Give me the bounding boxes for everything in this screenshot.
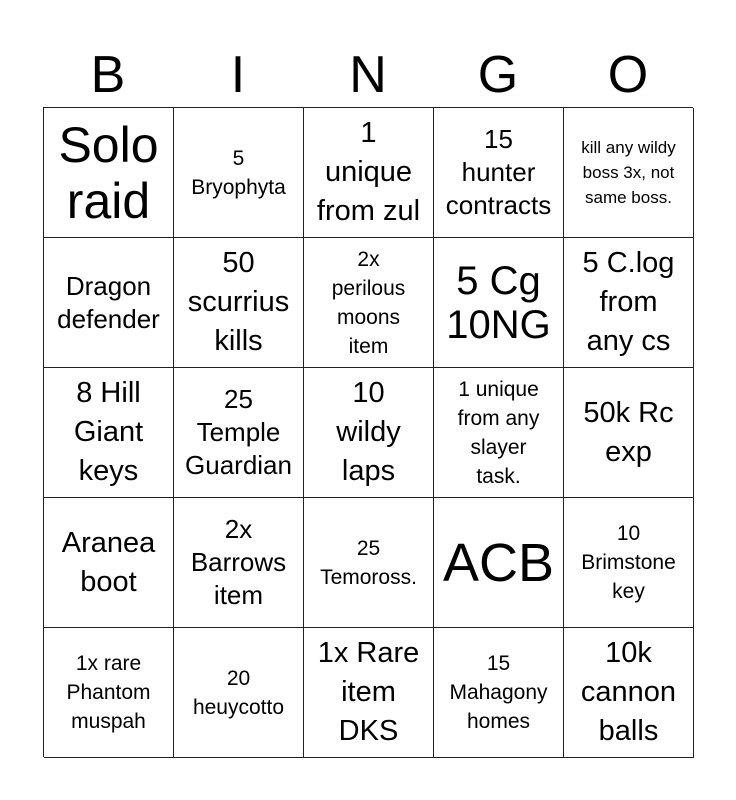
cell-text: 2x Barrows item xyxy=(190,514,287,610)
bingo-cell[interactable] xyxy=(564,238,694,368)
cell-text: 5 C.log from any cs xyxy=(582,247,675,357)
bingo-cell[interactable] xyxy=(44,238,174,368)
bingo-cell[interactable] xyxy=(304,108,434,238)
cell-text: 10 Brimstone key xyxy=(581,522,676,603)
bingo-cell[interactable] xyxy=(434,628,564,758)
cell-text: 15 Mahagony homes xyxy=(449,652,548,733)
cell-text: 2x perilous moons item xyxy=(331,247,406,358)
bingo-header xyxy=(43,44,693,106)
header-letter-o: O xyxy=(607,46,649,104)
cell-text: 8 Hill Giant keys xyxy=(73,377,144,487)
cell-text: Dragon defender xyxy=(57,270,160,334)
bingo-cell[interactable] xyxy=(44,108,174,238)
bingo-cell[interactable] xyxy=(434,498,564,628)
cell-text: ACB xyxy=(442,532,555,593)
bingo-grid xyxy=(43,107,693,757)
cell-text: 5 Bryophyta xyxy=(191,146,286,199)
cell-text: 1x rare Phantom muspah xyxy=(66,652,151,733)
header-letter-i: I xyxy=(230,46,246,104)
bingo-cell[interactable] xyxy=(304,368,434,498)
bingo-cell[interactable] xyxy=(564,108,694,238)
cell-text: Solo raid xyxy=(58,116,159,229)
bingo-cell[interactable] xyxy=(304,238,434,368)
bingo-cell[interactable] xyxy=(44,368,174,498)
cell-text: 1 unique from zul xyxy=(316,117,421,227)
bingo-cell[interactable] xyxy=(174,108,304,238)
cell-text: 15 hunter contracts xyxy=(445,124,552,220)
cell-text: Aranea boot xyxy=(61,526,156,598)
header-letter-b: B xyxy=(90,46,126,104)
cell-text: kill any wildy boss 3x, not same boss. xyxy=(581,138,676,207)
bingo-cell[interactable] xyxy=(434,238,564,368)
cell-text: 10 wildy laps xyxy=(336,377,401,487)
cell-text: 50k Rc exp xyxy=(583,396,674,468)
header-letter-n: N xyxy=(349,46,387,104)
bingo-cell[interactable] xyxy=(564,368,694,498)
bingo-cell[interactable] xyxy=(304,628,434,758)
bingo-cell[interactable] xyxy=(174,498,304,628)
bingo-cell[interactable] xyxy=(434,368,564,498)
cell-text: 1 unique from any slayer task. xyxy=(457,377,540,488)
bingo-cell[interactable] xyxy=(174,628,304,758)
cell-text: 50 scurrius kills xyxy=(187,247,290,357)
cell-text: 5 Cg 10NG xyxy=(446,258,551,347)
header-letter-g: G xyxy=(477,46,519,104)
bingo-cell[interactable] xyxy=(434,108,564,238)
bingo-cell[interactable] xyxy=(174,238,304,368)
bingo-cell[interactable] xyxy=(174,368,304,498)
cell-text: 20 heuycotto xyxy=(192,666,285,719)
bingo-cell[interactable] xyxy=(304,498,434,628)
bingo-cell[interactable] xyxy=(564,628,694,758)
cell-text: 25 Temple Guardian xyxy=(185,384,292,480)
cell-text: 10k cannon balls xyxy=(580,637,677,747)
bingo-cell[interactable] xyxy=(44,628,174,758)
bingo-cell[interactable] xyxy=(44,498,174,628)
cell-text: 1x Rare item DKS xyxy=(317,637,420,747)
bingo-cell[interactable] xyxy=(564,498,694,628)
cell-text: 25 Temoross. xyxy=(320,536,417,589)
